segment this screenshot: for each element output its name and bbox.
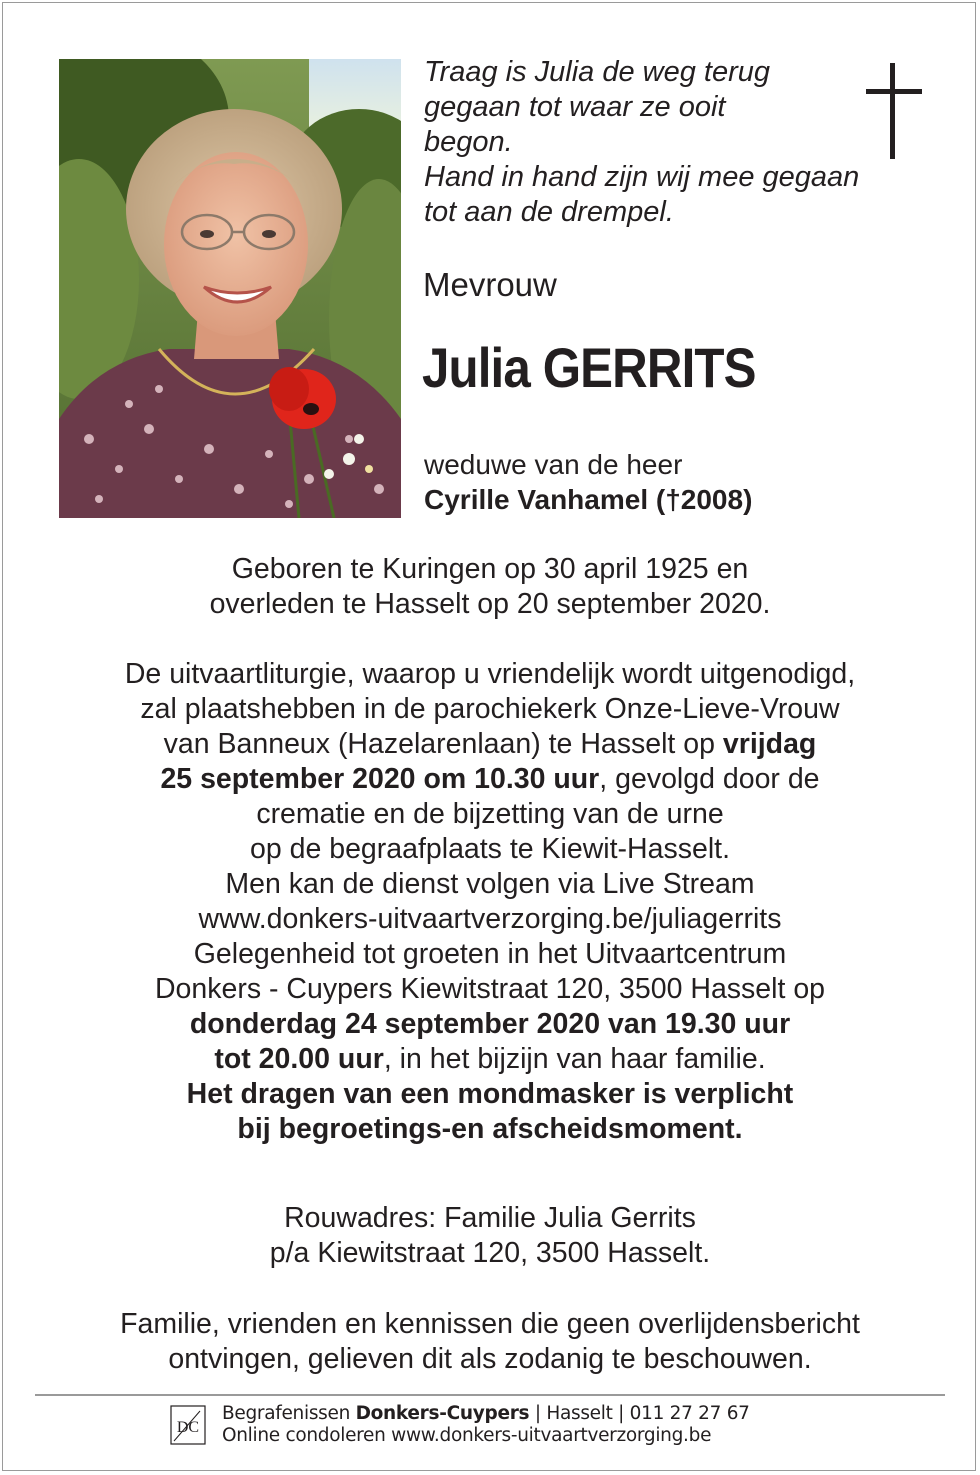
visitation-date: donderdag 24 september 2020 van 19.30 uur: [189, 1008, 791, 1040]
funeral-home-logo: [170, 1405, 206, 1445]
funeral-line: De uitvaartliturgie, waarop u vriendelijk wordt uitgenodigd,: [124, 658, 856, 690]
funeral-line: van Banneux (Hazelarenlaan) te Hasselt op vrijdag: [163, 728, 817, 760]
footer-divider: [35, 1394, 945, 1396]
visitation-line: Donkers - Cuypers Kiewitstraat 120, 3500 Hasselt op: [154, 973, 826, 1005]
funeral-line: 25 september 2020 om 10.30 uur, gevolgd door de: [160, 763, 820, 795]
funeral-line: zal plaatshebben in de parochiekerk Onze-Lieve-Vrouw: [140, 693, 840, 725]
notice-line: Familie, vrienden en kennissen die geen overlijdensbericht: [120, 1308, 860, 1340]
birth-death-text: [40, 552, 940, 622]
widow-info: [424, 447, 752, 517]
svg-text:DC: DC: [176, 1419, 200, 1436]
phone-number: 011 27 27 67: [629, 1403, 750, 1424]
salutation: Mevrouw: [423, 266, 557, 303]
cross-icon: [866, 63, 922, 159]
address-line: p/a Kiewitstraat 120, 3500 Hasselt.: [269, 1237, 711, 1269]
address-line: Rouwadres: Familie Julia Gerrits: [284, 1202, 696, 1234]
mask-notice: Het dragen van een mondmasker is verplicht: [186, 1078, 794, 1110]
deceased-name: Julia GERRITS: [422, 336, 756, 399]
footer-text: Begrafenissen Donkers-Cuypers | Hasselt | 011 27 27 67 Online condoleren www.donkers-uitvaartverzorging.be: [222, 1403, 750, 1446]
funeral-line: op de begraafplaats te Kiewit-Hasselt.: [249, 833, 731, 865]
mask-notice: bij begroetings-en afscheidsmoment.: [237, 1113, 743, 1145]
closing-notice: [40, 1307, 940, 1377]
portrait-photo: [59, 59, 401, 518]
notice-line: ontvingen, gelieven dit als zodanig te beschouwen.: [168, 1343, 812, 1375]
company-name: Donkers-Cuypers: [355, 1403, 530, 1424]
husband-name: Cyrille Vanhamel (†2008): [424, 484, 753, 515]
visitation-line: tot 20.00 uur, in het bijzijn van haar familie.: [214, 1043, 766, 1075]
funeral-line: crematie en de bijzetting van de urne: [256, 798, 724, 830]
widow-of-label: weduwe van de heer: [424, 449, 683, 480]
livestream-line: Men kan de dienst volgen via Live Stream: [225, 868, 755, 900]
birth-line: Geboren te Kuringen op 30 april 1925 en: [231, 553, 749, 585]
death-line: overleden te Hasselt op 20 september 2020.: [209, 588, 771, 620]
mourning-address: [40, 1201, 940, 1271]
funeral-details: [40, 657, 940, 1147]
memorial-poem: Traag is Julia de weg terug gegaan tot waar ze ooit begon. Hand in hand zijn wij mee gegaan tot aan de drempel.: [424, 56, 860, 228]
funeral-home-footer: [170, 1403, 810, 1448]
livestream-url: www.donkers-uitvaartverzorging.be/juliagerrits: [198, 903, 782, 935]
visitation-line: Gelegenheid tot groeten in het Uitvaartcentrum: [193, 938, 787, 970]
condolence-url[interactable]: Online condoleren www.donkers-uitvaartverzorging.be: [222, 1425, 712, 1446]
